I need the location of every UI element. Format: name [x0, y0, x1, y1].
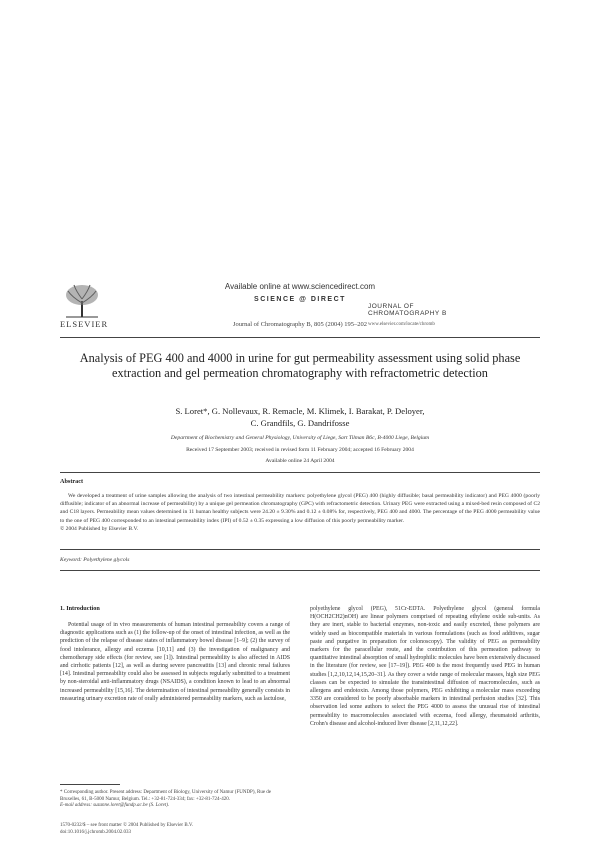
corresponding-author-note: * Corresponding author. Present address: Department of Biology, University of Namur (FUNDP), Rue de Bruxelles, 61, B-5000 Namur, Belgium. Tel.: +32-81-724-334; fax: +32-81-724-420.	[60, 790, 272, 802]
intro-right-column: polyethylene glycol (PEG), 51Cr-EDTA. Polyethylene glycol (general formula H(OCH2CH2)nOH) are linear polymers comprised of repeating ethylene oxide sub-units. As they are inert, stable to bacterial enzymes, non-toxic and easily excreted, these polymers are widely used as biocompatible materials in various formulations (such as food additives, sugar paste and purgative in preparation for colonoscopy). The validity of PEG as permeability markers for the paracellular route, and the contribution of this permeation pathway to quantitative intestinal absorption of small hydrophilic molecules have been extensively discussed in the literature (for review, see [17–19]). PEG 400 is the most frequently used PEG in human studies [1,2,10,12,14,15,20–31]. As they cover a wide range of molecular masses, high size PEG classes can be expected to simulate the transintestinal diffusion of macromolecules, such as allergens and endotoxin. Among those polymers, PEG exhibiting a molecular mass exceeding 3350 are considered to be poorly absorbable markers in intestinal perfusion studies [32]. This observation led some authors to select the PEG 4000 to assess the unusual rise of intestinal permeability to macromolecules associated with eczema, food allergy, rheumatoid arthritis, Crohn's disease and alcohol-induced liver disease [2,11,12,22].	[310, 606, 540, 727]
authors-line1: S. Loret*, G. Nollevaux, R. Remacle, M. Klimek, I. Barakat, P. Deloyer,	[175, 406, 425, 416]
abstract-body	[60, 492, 540, 533]
abstract-top-rule	[60, 472, 540, 473]
issn-line: 1570-0232/$ – see front matter © 2004 Published by Elsevier B.V.	[60, 823, 194, 828]
author-list	[60, 405, 540, 429]
journal-url: www.elsevier.com/locate/chromb	[368, 322, 435, 327]
footnote-rule	[60, 784, 120, 785]
affiliation: Department of Biochemistry and General Physiology, University of Liege, Sart Tilman B6c, B-4000 Liege, Belgium	[170, 435, 430, 441]
journal-name-line1: JOURNAL OF	[368, 303, 414, 310]
copyright-line: © 2004 Published by Elsevier B.V.	[60, 525, 139, 532]
journal-name	[368, 303, 447, 317]
footnote	[60, 790, 290, 810]
authors-line2: C. Grandfils, G. Dandrifosse	[250, 418, 350, 428]
doi-line: doi:10.1016/j.jchromb.2004.02.033	[60, 829, 131, 835]
abstract-bottom-rule	[60, 549, 540, 550]
abstract-text: We developed a treatment of urine samples allowing the analysis of two intestinal permeability markers: polyethylene glycol (PEG) 400 (highly diffusible; basal permeability indicator) and PEG 4000 (poorly diffusible; indicator of an abnormal increase of permeability) by a unique gel permeation chromatography (GPC) with refractometric detection. Urinary PEG were extracted using a mixed-bed resin composed of C2 and C18 layers. Permeability mean values determined in 11 human healthy subjects were 24.20 ± 9.30% and 0.12 ± 0.08% for, respectively, PEG 400 and 4000. The percentage of the PEG 4000 permeability value to the one of PEG 400 corresponded to an intestinal permeability index (IPI) of 0.52 ± 0.35 expressing a low diffusion of this poorly permeability marker.	[60, 493, 540, 524]
abstract-heading: Abstract	[60, 478, 84, 485]
section-heading-introduction: 1. Introduction	[60, 605, 100, 612]
sciencedirect-logo: SCIENCE @ DIRECT	[254, 296, 346, 303]
journal-name-line2: CHROMATOGRAPHY B	[368, 310, 447, 317]
article-title: Analysis of PEG 400 and 4000 in urine for gut permeability assessment using solid phase extraction and gel permeation chromatography with refractometric detection	[79, 351, 521, 380]
intro-left-text: Potential usage of in vivo measurements of human intestinal permeability covers a range of diagnostic applications such as (1) the follow-up of the onset of intestinal infection, as well as the prediction of the relapse of disease states of inflammatory bowel disease [1–9]; (2) the survey of food intolerance, allergy and eczema [10,11] and (3) the investigation of malignancy and chemotherapy side effects (for review, see [1]). Intestinal permeability is also affected in AIDS and cirrhotic patients [12], as well as during severe pancreatitis [13] and chronic renal failures [14]. Intestinal permeability could also be assessed in subjects regularly submitted to a treatment by non-steroidal anti-inflammatory drugs (NSAIDS), a condition known to lead to an abnormal increased permeability [15,16]. The determination of intestinal permeability generally consists in measuring urinary excretion rate of orally administered permeability markers, such as lactulose,	[60, 622, 290, 702]
email-address: E-mail address: suzanne.loret@fundp.ac.be (S. Loret).	[60, 803, 170, 809]
bottom-info	[60, 823, 193, 836]
header-rule	[60, 337, 540, 338]
available-online-date: Available online 24 April 2004	[265, 458, 335, 464]
availability-note: Available online at www.sciencedirect.com	[224, 282, 376, 291]
publisher-logo-text: ELSEVIER	[60, 319, 109, 329]
received-dates: Received 17 September 2003; received in revised form 11 February 2004; accepted 16 February 2004	[186, 447, 414, 453]
intro-left-column	[60, 621, 290, 703]
keywords: Keyword: Polyethylene glycols	[60, 557, 130, 563]
journal-reference: Journal of Chromatography B, 805 (2004) 195–202	[232, 321, 368, 328]
keywords-bottom-rule	[60, 570, 540, 571]
